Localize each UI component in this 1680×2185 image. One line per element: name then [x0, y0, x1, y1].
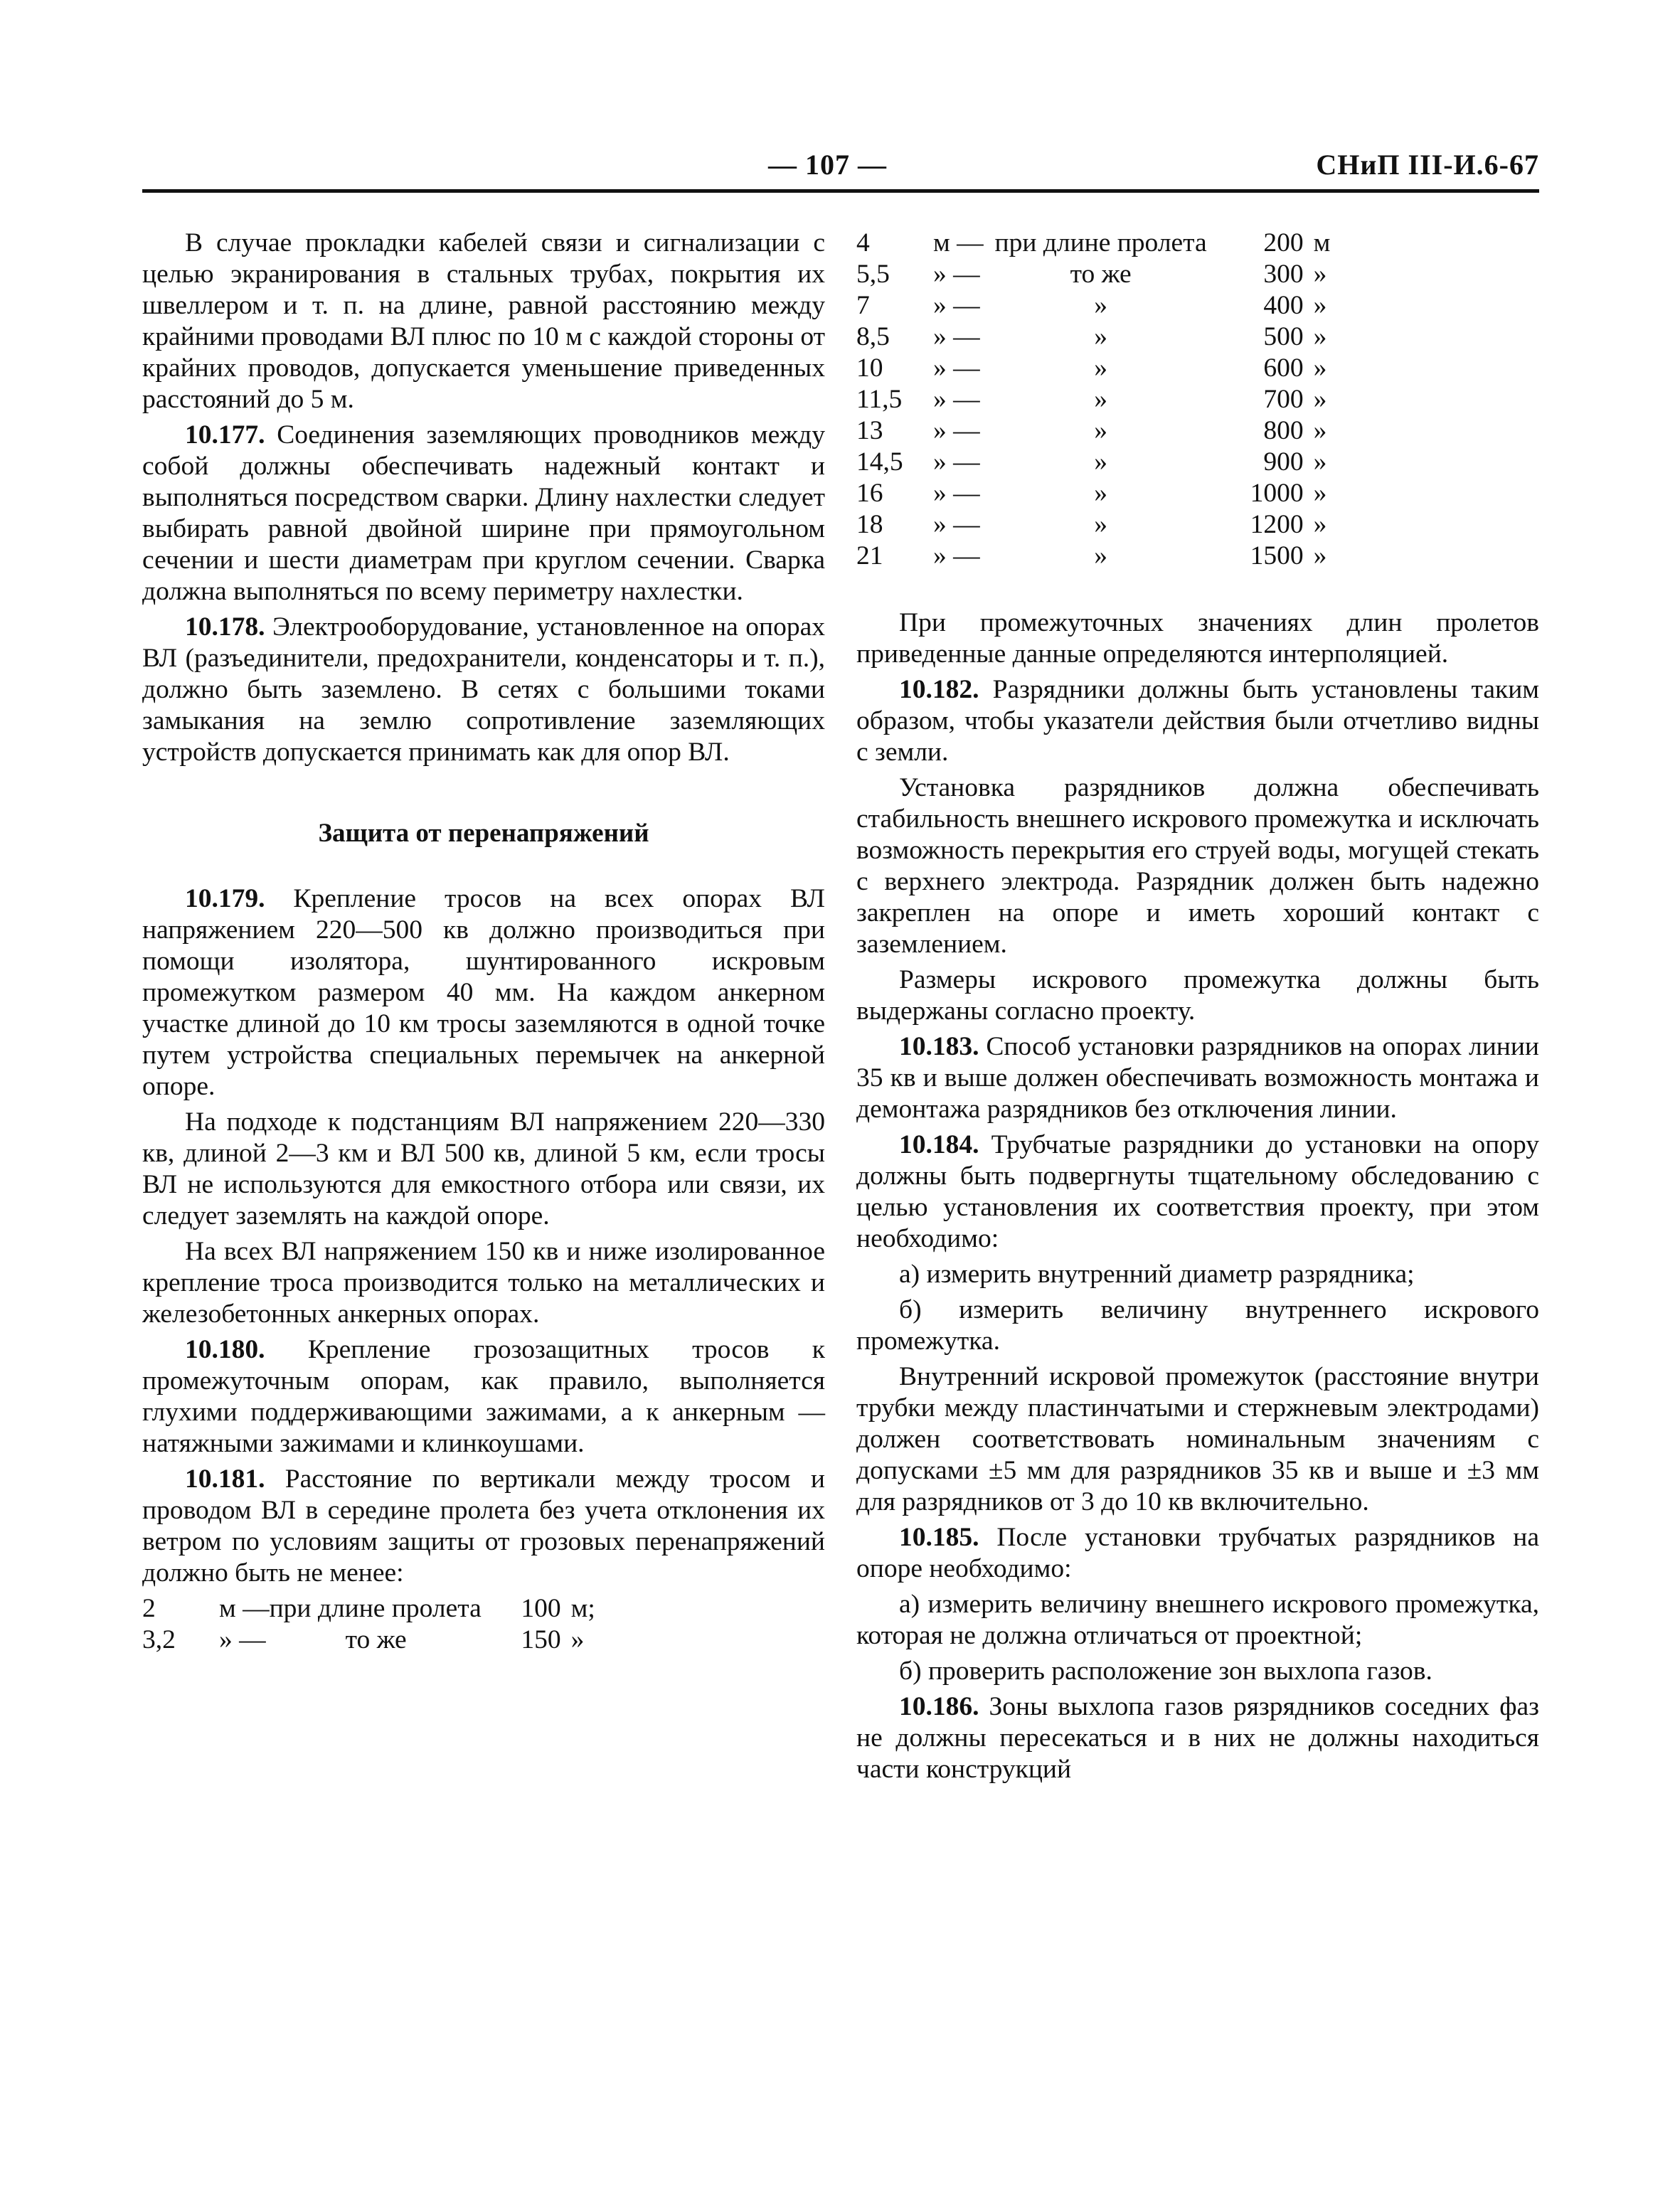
table-cell: м — — [219, 1594, 270, 1623]
table-cell: » — [1094, 416, 1107, 445]
clause-number: 10.181. — [185, 1464, 265, 1494]
table-row — [856, 290, 1356, 321]
span-clearance-table-left — [142, 1593, 614, 1656]
table-cell: » — — [933, 416, 980, 445]
table-cell: 13 — [856, 416, 883, 445]
clause-number: 10.182. — [899, 675, 979, 704]
table-cell: » — [570, 1625, 585, 1654]
list-item: а) измерить величину внешнего искрового промежутка, которая не должна отличаться от проектной; — [856, 1590, 1539, 1650]
clause-text: Соединения заземляющих проводников между собой должны обеспечивать надежный контакт и выполняться посредством сварки. Длину нахлестки следует выбирать равной двойной ширине при прямоугольном сечении и шести диаметрам при круглом сечении. Сварка должна выполняться по всему периметру нахлестки. — [142, 420, 825, 606]
list-item: б) измерить величину внутреннего искрового промежутка. — [856, 1295, 1539, 1356]
clause-number: 10.179. — [185, 884, 265, 913]
table-cell: 600 — [1263, 353, 1304, 383]
table-row — [856, 541, 1356, 572]
clause-number: 10.184. — [899, 1130, 979, 1159]
table-row — [856, 384, 1356, 415]
table-cell: то же — [1070, 260, 1132, 289]
table-cell: » — [1094, 291, 1107, 320]
paragraph: Установка разрядников должна обеспечивать стабильность внешнего искрового промежутка и исключать возможность перекрытия его струей воды, могущей стекать с верхнего электрода. Разрядник должен быть надежно закреплен на опоре и иметь хороший контакт с заземлением. — [856, 773, 1539, 959]
paragraph: В случае прокладки кабелей связи и сигнализации с целью экранирования в стальных трубах, покрытия их швеллером и т. п. на длине, равной расстоянию между крайними проводами ВЛ плюс по 10 м с каждой стороны от крайних проводов, допускается уменьшение приведенных расстояний до 5 м. — [142, 228, 825, 414]
right-column — [856, 228, 1539, 1790]
table-cell: » — [1094, 322, 1107, 351]
table-cell: » — — [933, 541, 980, 570]
clause-10-184 — [856, 1129, 1539, 1255]
table-cell: » — [1313, 322, 1327, 351]
table-cell: » — [1313, 260, 1327, 289]
table-row — [856, 228, 1356, 259]
clause-10-182 — [856, 674, 1539, 768]
table-cell: 3,2 — [142, 1625, 176, 1654]
table-cell: м; — [570, 1594, 595, 1623]
list-item: а) измерить внутренний диаметр разрядника; — [899, 1260, 1415, 1289]
table-row — [856, 353, 1356, 384]
clause-10-178 — [142, 612, 825, 768]
table-cell: 500 — [1263, 322, 1304, 351]
table-cell: 10 — [856, 353, 883, 383]
table-cell: » — [1313, 353, 1327, 383]
table-cell: » — — [933, 322, 980, 351]
table-cell: » — [1313, 385, 1327, 414]
table-cell: » — — [933, 447, 980, 477]
clause-number: 10.186. — [899, 1692, 979, 1721]
table-cell: 800 — [1263, 416, 1304, 445]
table-row — [856, 415, 1356, 447]
left-column — [142, 228, 825, 1663]
document-code: СНиП III-И.6-67 — [1316, 149, 1539, 181]
table-cell: 8,5 — [856, 322, 890, 351]
table-cell: » — — [933, 510, 980, 539]
section-heading: Защита от перенапряжений — [318, 819, 649, 848]
table-cell: 700 — [1263, 385, 1304, 414]
clause-text: Крепление грозозащитных тросов к промежуточным опорам, как правило, выполняется глухими поддерживающими зажимами, а к анкерным — натяжными зажимами и клинкоушами. — [142, 1335, 825, 1458]
clause-10-185 — [856, 1522, 1539, 1585]
clause-text: Крепление тросов на всех опорах ВЛ напряжением 220—500 кв должно производиться при помощи изолятора, шунтированного искровым промежутком размером 40 мм. На каждом анкерном участке длиной до 10 км тросы заземляются в одной точке путем устройства специальных перемычек на анкерной опоре. — [142, 884, 825, 1101]
clause-number: 10.183. — [899, 1032, 979, 1061]
clause-number: 10.180. — [185, 1335, 265, 1364]
table-cell: 11,5 — [856, 385, 903, 414]
clause-text: Способ установки разрядников на опорах линии 35 кв и выше должен обеспечивать возможность монтажа и демонтажа разрядников без отключения линии. — [856, 1032, 1539, 1124]
table-cell: 400 — [1263, 291, 1304, 320]
page-header — [142, 142, 1539, 192]
clause-text: После установки трубчатых разрядников на опоре необходимо: — [856, 1523, 1539, 1583]
table-cell: » — [1094, 447, 1107, 477]
clause-text: Зоны выхлопа газов рязрядников соседних фаз не должны пересекаться и в них не должны находиться части конструкций — [856, 1692, 1539, 1784]
table-cell: 300 — [1263, 260, 1304, 289]
table-cell: 18 — [856, 510, 883, 539]
table-cell: » — — [933, 291, 980, 320]
table-cell: » — [1313, 447, 1327, 477]
table-cell: » — [1094, 510, 1107, 539]
table-cell: 1200 — [1250, 510, 1304, 539]
table-row — [142, 1593, 614, 1625]
header-rule — [142, 189, 1539, 193]
table-cell: » — — [219, 1625, 266, 1654]
table-cell: 5,5 — [856, 260, 890, 289]
clause-10-183 — [856, 1031, 1539, 1125]
table-row — [856, 259, 1356, 290]
table-row — [856, 478, 1356, 509]
paragraph: Размеры искрового промежутка должны быть выдержаны согласно проекту. — [856, 965, 1539, 1026]
clause-10-177 — [142, 420, 825, 607]
table-cell: 1000 — [1250, 479, 1304, 508]
table-cell: » — — [933, 353, 980, 383]
clause-text: Трубчатые разрядники до установки на опору должны быть подвергнуты тщательному обследованию с целью установления их соответствия проекту, при этом необходимо: — [856, 1130, 1539, 1253]
clause-text: Расстояние по вертикали между тросом и проводом ВЛ в середине пролета без учета отклонения их ветром по условиям защиты от грозовых перенапряжений должно быть не менее: — [142, 1464, 825, 1588]
table-cell: » — — [933, 479, 980, 508]
table-cell: 4 — [856, 228, 870, 257]
table-cell: 21 — [856, 541, 883, 570]
paragraph: На подходе к подстанциям ВЛ напряжением 220—330 кв, длиной 2—3 км и ВЛ 500 кв, длиной 5 км, если тросы ВЛ не используются для емкостного отбора или связи, их следует заземлять на каждой опоре. — [142, 1107, 825, 1230]
table-cell: » — [1094, 479, 1107, 508]
clause-text: Разрядники должны быть установлены таким образом, чтобы указатели действия были отчетливо видны с земли. — [856, 675, 1539, 767]
table-cell: 14,5 — [856, 447, 903, 477]
spacer — [856, 579, 1539, 607]
paragraph: При промежуточных значениях длин пролетов приведенные данные определяются интерполяцией. — [856, 608, 1539, 669]
table-cell: » — [1313, 479, 1327, 508]
table-cell: 100 — [521, 1594, 561, 1623]
paragraph: Внутренний искровой промежуток (расстояние внутри трубки между пластинчатыми и стержневым электродами) должен соответствовать номинальным значениям с допусками ±5 мм для разрядников 35 кв и выше и ±3 мм для разрядников от 3 до 10 кв включительно. — [856, 1362, 1539, 1516]
paragraph: На всех ВЛ напряжением 150 кв и ниже изолированное крепление троса производится только на металлических и железобетонных анкерных опорах. — [142, 1237, 825, 1329]
table-cell: 900 — [1263, 447, 1304, 477]
table-cell: » — — [933, 385, 980, 414]
table-cell: 7 — [856, 291, 870, 320]
clause-number: 10.177. — [185, 420, 265, 450]
table-row — [856, 447, 1356, 478]
table-cell: 2 — [142, 1594, 156, 1623]
page-number: — 107 — — [768, 149, 887, 181]
table-row — [856, 321, 1356, 353]
table-cell: » — [1094, 541, 1107, 570]
clause-10-179 — [142, 883, 825, 1102]
table-cell: » — — [933, 260, 980, 289]
table-cell: при длине пролета — [994, 228, 1207, 257]
table-cell: » — [1094, 385, 1107, 414]
table-cell: 1500 — [1250, 541, 1304, 570]
table-cell: 150 — [521, 1625, 561, 1654]
table-cell: 16 — [856, 479, 883, 508]
table-cell: м — — [933, 228, 984, 257]
table-cell: м — [1313, 228, 1331, 257]
span-clearance-table-right — [856, 228, 1356, 572]
clause-10-186 — [856, 1691, 1539, 1785]
table-row — [856, 509, 1356, 541]
clause-10-181 — [142, 1464, 825, 1589]
list-item: б) проверить расположение зон выхлопа газов. — [899, 1657, 1432, 1686]
table-cell: » — [1313, 416, 1327, 445]
table-cell: » — [1313, 510, 1327, 539]
table-cell: » — [1313, 291, 1327, 320]
clause-number: 10.185. — [899, 1523, 979, 1552]
table-cell: то же — [345, 1625, 407, 1654]
table-row — [142, 1625, 614, 1656]
table-cell: 200 — [1263, 228, 1304, 257]
table-cell: » — [1313, 541, 1327, 570]
table-cell: при длине пролета — [269, 1594, 482, 1623]
clause-number: 10.178. — [185, 612, 265, 642]
clause-text: Электрооборудование, установленное на опорах ВЛ (разъединители, предохранители, конденсаторы и т. п.), должно быть заземлено. В сетях с большими токами замыкания на землю сопротивление заземляющих устройств допускается принимать как для опор ВЛ. — [142, 612, 825, 767]
clause-10-180 — [142, 1334, 825, 1460]
table-cell: » — [1094, 353, 1107, 383]
